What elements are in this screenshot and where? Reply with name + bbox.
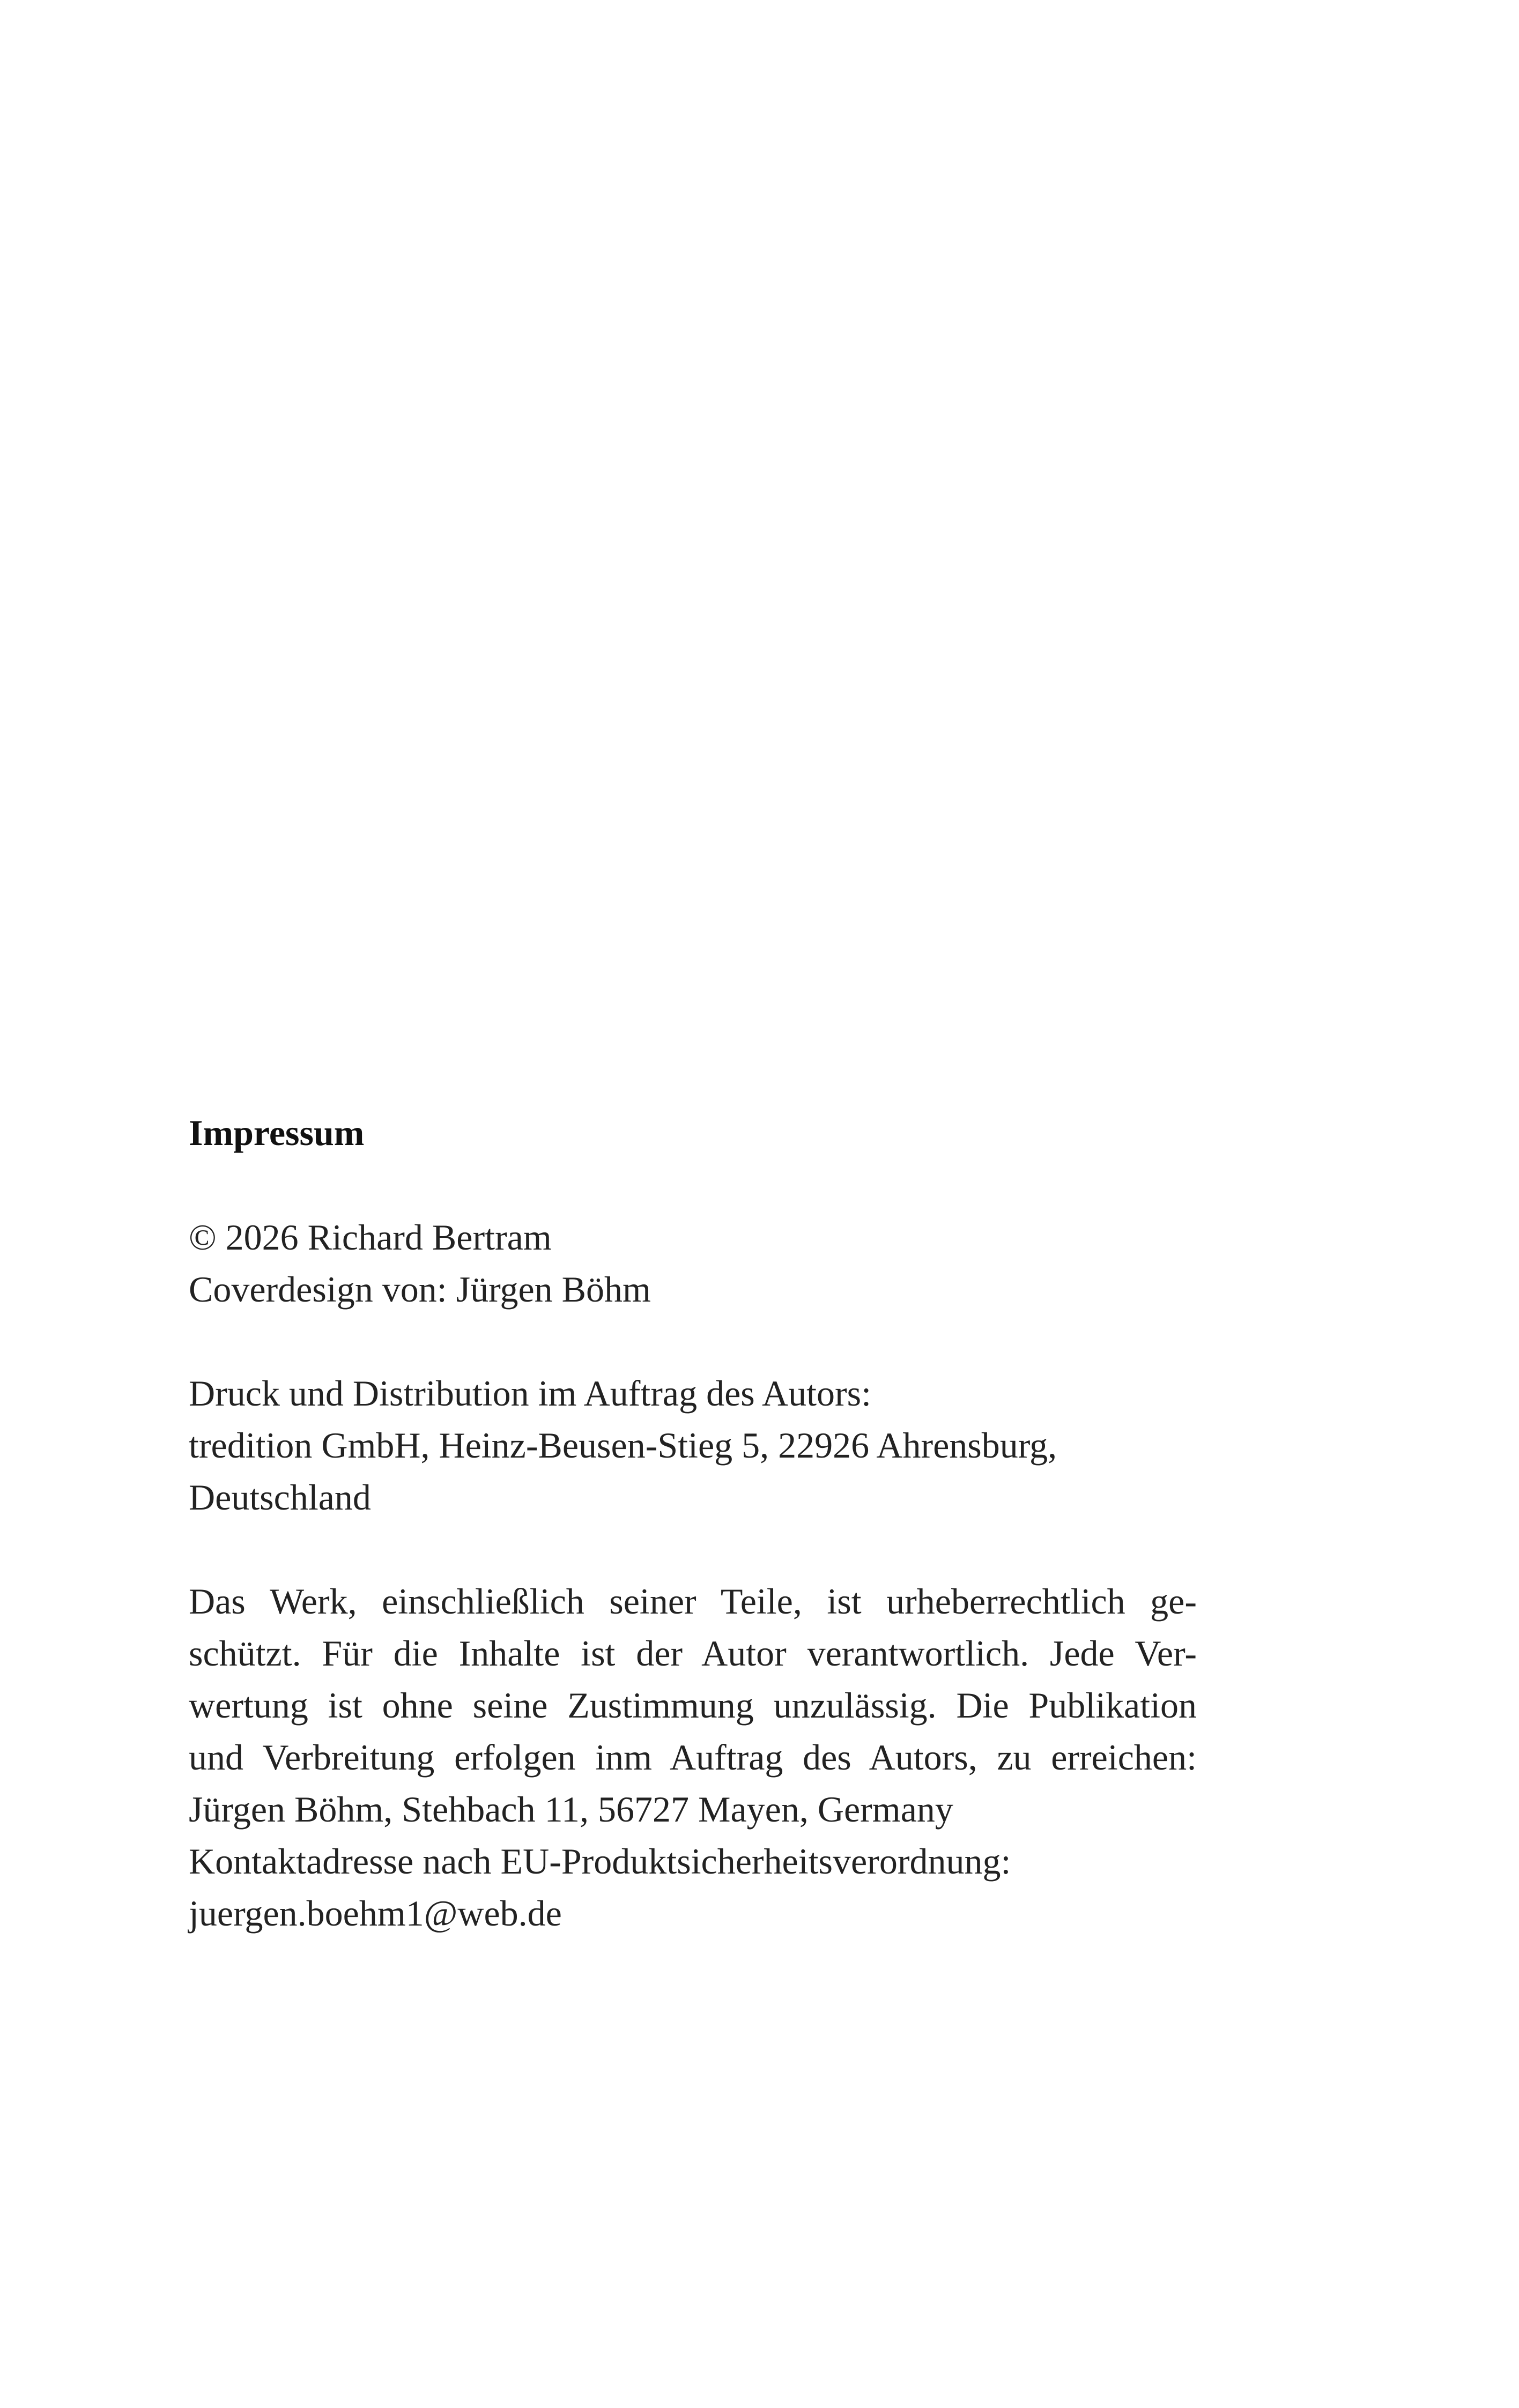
- legal-line-2: schützt. Für die Inhalte ist der Autor verantwortlich. Jede Ver-: [189, 1633, 1197, 1674]
- copyright-block: [189, 1212, 1197, 1316]
- contact-email: juergen.boehm1@web.de: [189, 1893, 562, 1934]
- legal-notice-block: [189, 1575, 1197, 1939]
- impressum-heading: Impressum: [189, 1112, 365, 1153]
- legal-line-3: wertung ist ohne seine Zustimmung unzulässig. Die Publikation: [189, 1685, 1197, 1726]
- contact-address-line: Jürgen Böhm, Stehbach 11, 56727 Mayen, Germany: [189, 1789, 953, 1830]
- impressum-section: [189, 1107, 1197, 1991]
- legal-line-1: Das Werk, einschließlich seiner Teile, ist urheberrechtlich ge-: [189, 1581, 1197, 1622]
- legal-line-4: und Verbreitung erfolgen inm Auftrag des Autors, zu erreichen:: [189, 1737, 1197, 1778]
- copyright-line: © 2026 Richard Bertram: [189, 1217, 552, 1258]
- contact-heading-line: Kontaktadresse nach EU-Produktsicherheitsverordnung:: [189, 1841, 1011, 1882]
- print-distribution-block: [189, 1367, 1197, 1523]
- print-line-1: Druck und Distribution im Auftrag des Autors:: [189, 1373, 872, 1414]
- cover-design-line: Coverdesign von: Jürgen Böhm: [189, 1269, 651, 1310]
- print-line-2: tredition GmbH, Heinz-Beusen-Stieg 5, 22926 Ahrensburg,: [189, 1425, 1057, 1466]
- print-line-3: Deutschland: [189, 1477, 371, 1518]
